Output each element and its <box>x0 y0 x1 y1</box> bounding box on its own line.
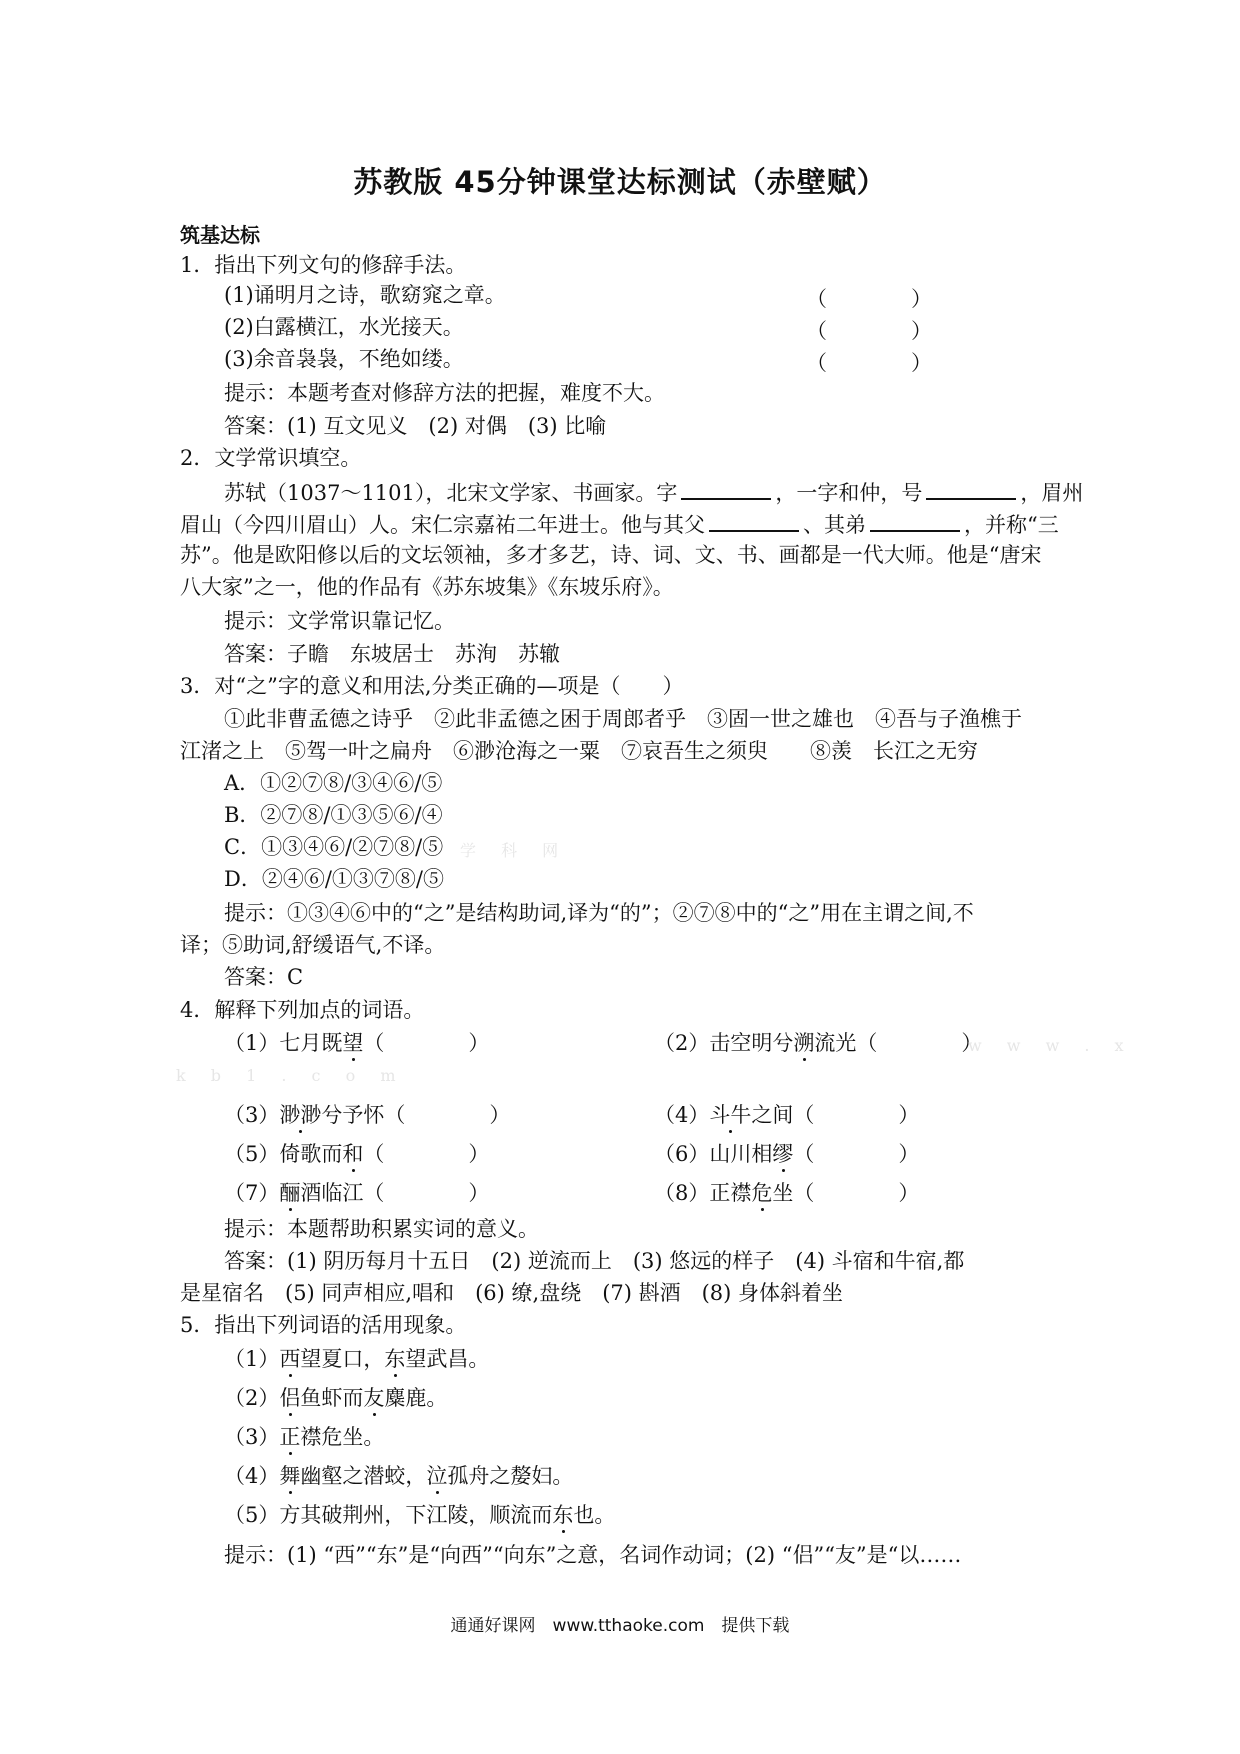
q1-answer: 答案：(1) 互文见义 (2) 对偶 (3) 比喻 <box>224 414 607 438</box>
q4-answer-line-1: 答案：(1) 阴历每月十五日 (2) 逆流而上 (3) 悠远的样子 (4) 斗宿和牛宿,都 <box>224 1249 965 1273</box>
q2-text: 、其弟 <box>803 513 866 537</box>
q4-item-4: （4）斗牛之间（ ） <box>654 1103 920 1127</box>
fill-blank[interactable] <box>926 476 1016 500</box>
q5-item-5: （5）方其破荆州，下江陵，顺流而东也。 <box>224 1503 616 1527</box>
q4-stem: 4．解释下列加点的词语。 <box>180 998 425 1022</box>
q4-item-6: （6）山川相缪（ ） <box>654 1142 920 1166</box>
q3-answer: 答案：C <box>224 965 304 989</box>
q3-sentences-line-1: ①此非曹孟德之诗乎 ②此非孟德之困于周郎者乎 ③固一世之雄也 ④吾与子渔樵于 <box>224 707 1022 731</box>
q3-hint-line-2: 译；⑤助词,舒缓语气,不译。 <box>180 933 446 957</box>
q4-answer-line-2: 是星宿名 (5) 同声相应,唱和 (6) 缭,盘绕 (7) 斟酒 (8) 身体斜着坐 <box>180 1281 844 1305</box>
fill-blank[interactable] <box>870 508 960 532</box>
q5-item-4: （4）舞幽壑之潜蛟，泣孤舟之嫠妇。 <box>224 1464 574 1488</box>
q4-hint: 提示：本题帮助积累实词的意义。 <box>224 1217 539 1241</box>
q2-text: ，一字和仲，号 <box>775 481 923 505</box>
q2-paragraph-line-4: 八大家”之一，他的作品有《苏东坡集》《东坡乐府》。 <box>180 575 674 599</box>
q2-text: 眉山（今四川眉山）人。宋仁宗嘉祐二年进士。他与其父 <box>180 513 705 537</box>
q3-option-b: B．②⑦⑧/①③⑤⑥/④ <box>224 803 443 827</box>
section-heading: 筑基达标 <box>180 223 260 247</box>
q5-hint: 提示：(1) “西”“东”是“向西”“向东”之意，名词作动词；(2) “侣”“友”是“以…… <box>224 1543 962 1567</box>
q5-stem: 5．指出下列词语的活用现象。 <box>180 1313 467 1337</box>
q5-item-2: （2）侣鱼虾而友麋鹿。 <box>224 1386 448 1410</box>
document-title: 苏教版 45分钟课堂达标测试（赤壁赋） <box>353 165 887 199</box>
page-footer: 通通好课网 www.tthaoke.com 提供下载 <box>450 1616 790 1636</box>
q5-item-1: （1）西望夏口，东望武昌。 <box>224 1347 490 1371</box>
q2-text: ，并称“三 <box>964 513 1059 537</box>
q4-item-2: （2）击空明兮溯流光（ ） <box>654 1031 983 1055</box>
q1-item-2: (2)白露横江，水光接天。 <box>224 315 464 339</box>
q2-paragraph-line-1 <box>224 476 1083 508</box>
watermark: k b 1 . c o m <box>176 1066 406 1085</box>
fill-blank[interactable] <box>681 476 771 500</box>
q4-item-7: （7）酾酒临江（ ） <box>224 1181 490 1205</box>
q1-stem: 1．指出下列文句的修辞手法。 <box>180 253 467 277</box>
watermark: w w w . x <box>968 1036 1134 1055</box>
q1-item-1: (1)诵明月之诗，歌窈窕之章。 <box>224 283 506 307</box>
q1-answer-paren-2: （ ） <box>806 319 932 343</box>
q4-item-8: （8）正襟危坐（ ） <box>654 1181 920 1205</box>
q2-stem: 2．文学常识填空。 <box>180 446 362 470</box>
q5-item-3: （3）正襟危坐。 <box>224 1425 385 1449</box>
q3-hint-line-1: 提示：①③④⑥中的“之”是结构助词,译为“的”；②⑦⑧中的“之”用在主谓之间,不 <box>224 901 974 925</box>
q2-answer: 答案：子瞻 东坡居士 苏洵 苏辙 <box>224 642 560 666</box>
q2-text: ，眉州 <box>1020 481 1084 505</box>
q1-answer-paren-3: （ ） <box>806 351 932 375</box>
q4-item-1: （1）七月既望（ ） <box>224 1031 490 1055</box>
q2-paragraph-line-3: 苏”。他是欧阳修以后的文坛领袖，多才多艺，诗、词、文、书、画都是一代大师。他是“唐宋 <box>180 543 1042 567</box>
q4-item-3: （3）渺渺兮予怀（ ） <box>224 1103 511 1127</box>
q3-option-c: C．①③④⑥/②⑦⑧/⑤ <box>224 835 444 859</box>
q3-option-a: A．①②⑦⑧/③④⑥/⑤ <box>224 771 443 795</box>
q2-paragraph-line-2 <box>180 508 1059 540</box>
q3-stem: 3．对“之”字的意义和用法,分类正确的—项是（ ） <box>180 674 684 698</box>
q3-option-d: D．②④⑥/①③⑦⑧/⑤ <box>224 867 444 891</box>
q3-sentences-line-2: 江渚之上 ⑤驾一叶之扁舟 ⑥渺沧海之一粟 ⑦哀吾生之须臾 ⑧羡 长江之无穷 <box>180 739 978 763</box>
q2-text: 苏轼（1037～1101），北宋文学家、书画家。字 <box>224 481 678 505</box>
watermark: 学 科 网 <box>460 841 569 860</box>
fill-blank[interactable] <box>709 508 799 532</box>
q1-answer-paren-1: （ ） <box>806 287 932 311</box>
q4-item-5: （5）倚歌而和（ ） <box>224 1142 490 1166</box>
q1-item-3: (3)余音袅袅，不绝如缕。 <box>224 347 464 371</box>
q2-hint: 提示：文学常识靠记忆。 <box>224 609 455 633</box>
q1-hint: 提示：本题考查对修辞方法的把握，难度不大。 <box>224 381 665 405</box>
